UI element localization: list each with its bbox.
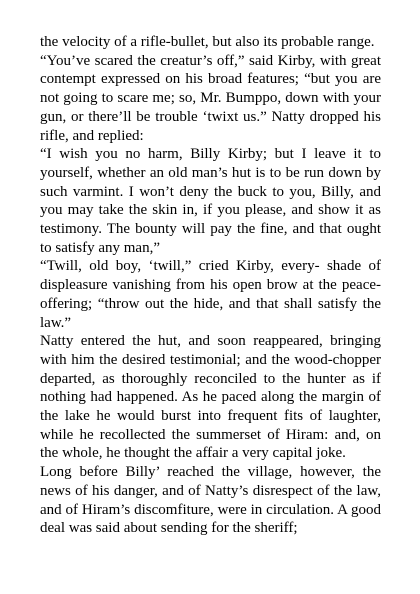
- book-page: [40, 33, 381, 538]
- paragraph-4: “Twill, old boy, ‘twill,” cried Kirby, every- shade of displeasure vanishing from his open brow at the peace-offering; “throw out the hide, and that shall satisfy the law.”: [40, 258, 381, 331]
- paragraph-3: “I wish you no harm, Billy Kirby; but I leave it to yourself, whether an old man’s hut is to be run down by such varmint. I won’t deny the buck to you, Billy, and you may take the skin in, if you please, and show it as testimony. The bounty will pay the fine, and that ought to satisfy any man,”: [40, 146, 381, 256]
- paragraph-2: “You’ve scared the creatur’s off,” said Kirby, with great contempt expressed on his broad features; “but you are not going to scare me; so, Mr. Bumppo, down with your gun, or there’ll be trouble ‘twixt us.” Natty dropped his rifle, and replied:: [40, 52, 381, 144]
- paragraph-1: the velocity of a rifle-bullet, but also its probable range.: [40, 34, 375, 50]
- paragraph-6: Long before Billy’ reached the village, however, the news of his danger, and of Natty’s disrespect of the law, and of Hiram’s discomfiture, were in circulation. A good deal was said about sending for the sheriff;: [40, 464, 381, 537]
- paragraph-5: Natty entered the hut, and soon reappeared, bringing with him the desired testimonial; and the wood-chopper departed, as thoroughly reconciled to the hunter as if nothing had happened. As he paced along the margin of the lake he would burst into frequent fits of laughter, while he recollected the summerset of Hiram: and, on the whole, he thought the affair a very capital joke.: [40, 333, 381, 462]
